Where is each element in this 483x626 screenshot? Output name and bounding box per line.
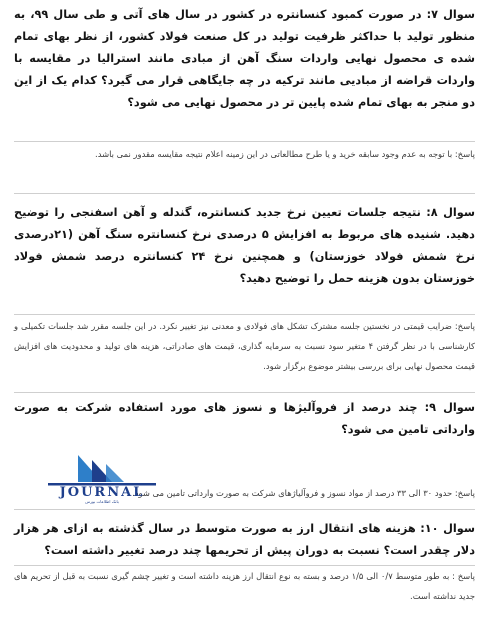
divider [14,193,475,194]
logo-title: JOURNAL [59,485,145,500]
divider [14,141,475,142]
logo-subtitle: بانک اطلاعات بورس [85,499,119,504]
answer-10: پاسخ : به طور متوسط ۰/۷ الی ۱/۵ درصد و بسته به نوع انتقال ارز هزینه داشته است و تغییر چشم گیری نسبت به قبل از تحریم های جدید نداشته است. [14,571,476,601]
divider [14,509,475,510]
answer-9: پاسخ: حدود ۳۰ الی ۳۳ درصد از مواد نسوز و فروآلیاژهای شرکت به صورت وارداتی تامین می شود. [132,488,475,498]
divider [14,314,475,315]
question-9: سوال ۹: چند درصد از فروآلیژها و نسوز های مورد استفاده شرکت به صورت وارداتی تامین می شود؟ [14,401,475,436]
answer-7: پاسخ: با توجه به عدم وجود سابقه خرید و یا طرح مطالعاتی در این زمینه اعلام نتیجه مقایسه مقدور نمی باشد. [95,149,475,159]
question-10: سوال ۱۰: هزینه های انتقال ارز به صورت متوسط در سال گذشته به ازای هر هزار دلار چقدر است؟ نسبت به دوران پیش از تحریمها چند درصد تغییر داشته است؟ [14,522,475,557]
journal-logo-icon [26,449,176,507]
question-8: سوال ۸: نتیجه جلسات تعیین نرخ جدید کنسانتره، گندله و آهن اسفنجی را توضیح دهید. شنیده های مربوط به افزایش ۵ درصدی نرخ کنسانتره سنگ آهن (۲۱درصدی نرخ شمش فولاد خوزستان) و همچنین نرخ ۲۴ کنسانتره درصد شمش فولاد خوزستان بدون هزینه حمل را توضیح دهید؟ [14,206,475,285]
journal-logo [26,449,176,507]
answer-8: پاسخ: ضرایب قیمتی در نخستین جلسه مشترک تشکل های فولادی و معدنی نیز تغییر نکرد. در این جلسه مقرر شد جلسات تکمیلی و کارشناسی با در نظر گرفتن ۴ متغیر سود نسبت به سرمایه گذاری، قیمت های صادراتی، هزینه های تولید و محدودیت های افزایش قیمت محصول نهایی برای بررسی بیشتر موضوع برگزار شود. [14,321,475,371]
question-7: سوال ۷: در صورت کمبود کنسانتره در کشور در سال های آتی و طی سال ۹۹، به منظور تولید با حداکثر ظرفیت تولید در کل صنعت فولاد کشور، از نظر بهای تمام شده ی محصول نهایی واردات سنگ آهن از مبادی مانند استرالیا در مقایسه با واردات قراضه از مبادیی مانند ترکیه در چه جایگاهی قرار می گیرد؟ کدام یک از این دو منجر به بهای تمام شده پایین تر در محصول نهایی می شود؟ [14,8,475,109]
divider [14,392,475,393]
